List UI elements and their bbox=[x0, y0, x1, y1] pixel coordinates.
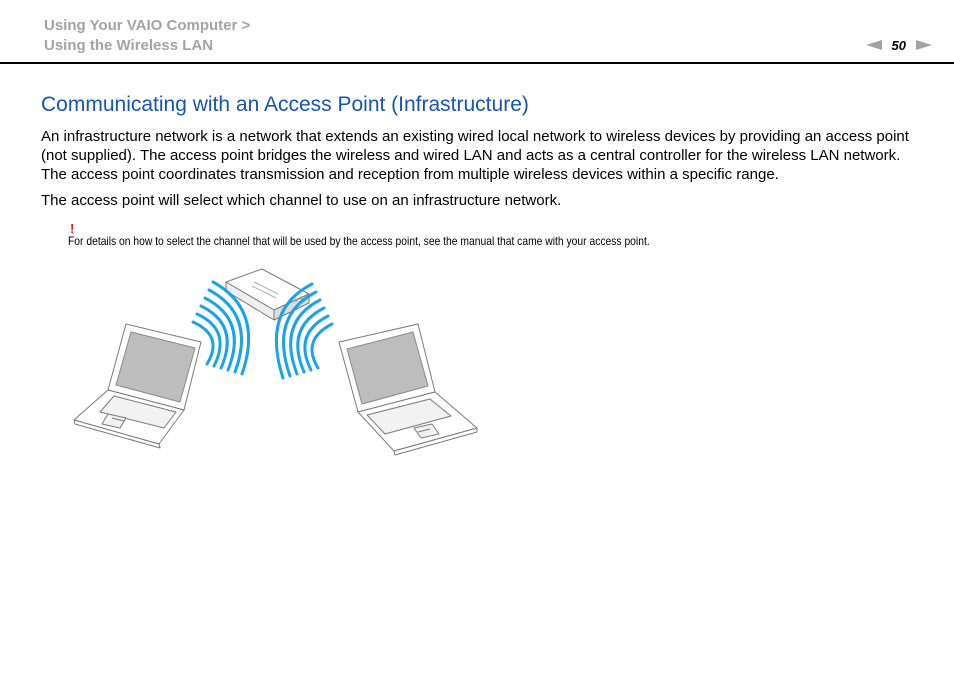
section-title: Communicating with an Access Point (Infrastructure) bbox=[41, 93, 529, 116]
previous-page-arrow-icon[interactable] bbox=[866, 40, 882, 50]
next-page-arrow-icon[interactable] bbox=[916, 40, 932, 50]
left-laptop-illustration bbox=[74, 324, 201, 448]
page-number: 50 bbox=[891, 37, 906, 53]
breadcrumb-parent-link[interactable]: Using Your VAIO Computer > bbox=[44, 17, 251, 34]
page-navigator bbox=[866, 37, 932, 53]
caution-icon: ! bbox=[70, 221, 75, 236]
header-divider bbox=[0, 62, 954, 64]
intro-paragraph: An infrastructure network is a network that extends an existing wired local network to wireless devices by providing an access point (not supplied). The access point bridges the wireless and wired LAN and acts as a central controller for the wireless LAN network. The access point coordinates transmission and reception from multiple wireless devices within a specific range. bbox=[41, 128, 909, 183]
channel-paragraph: The access point will select which channel to use on an infrastructure network. bbox=[41, 192, 562, 209]
note-text: For details on how to select the channel that will be used by the access point, see the manual that came with your access point. bbox=[68, 234, 650, 248]
breadcrumb-current[interactable]: Using the Wireless LAN bbox=[44, 37, 214, 54]
breadcrumb bbox=[44, 16, 250, 56]
infrastructure-network-illustration bbox=[66, 262, 486, 462]
right-laptop-illustration bbox=[339, 324, 477, 455]
